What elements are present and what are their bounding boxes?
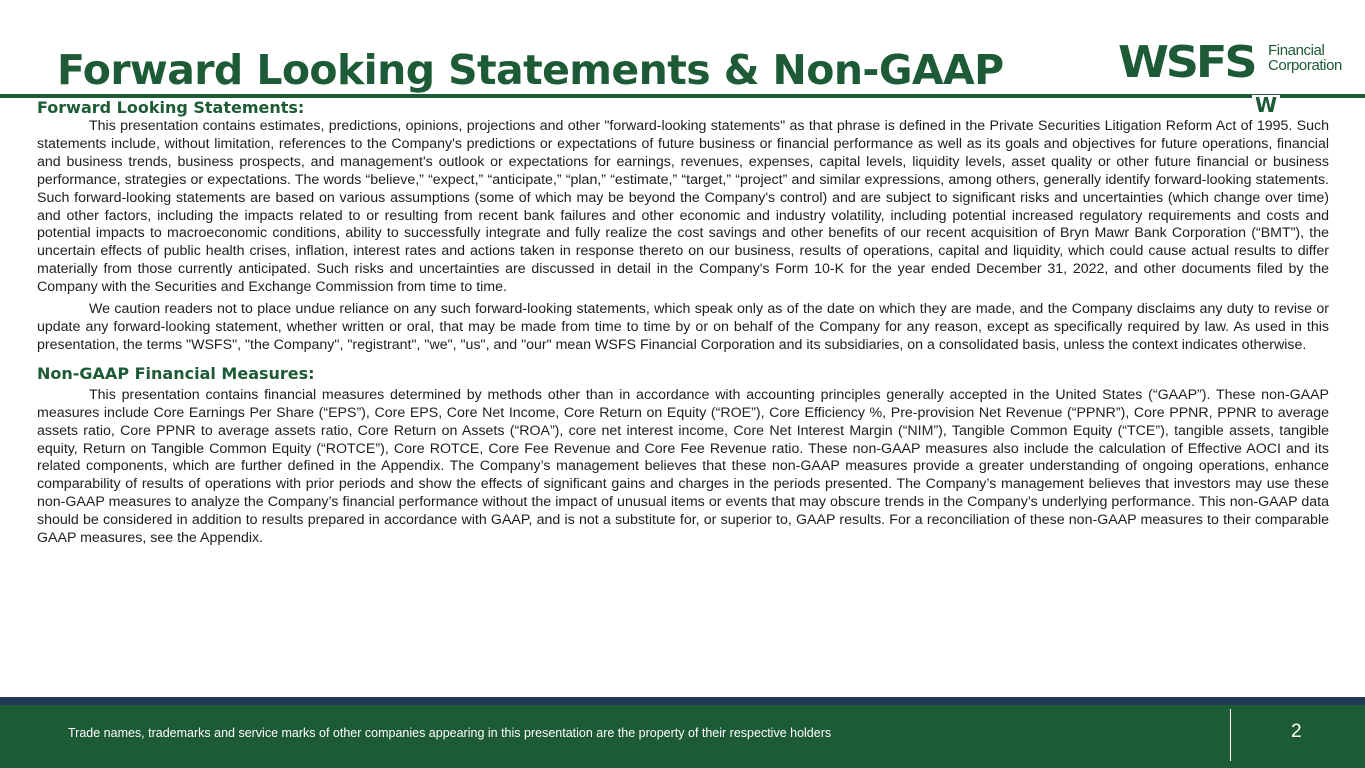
logo-subtitle	[1268, 43, 1342, 73]
footer-accent-strip	[0, 697, 1365, 705]
forward-looking-heading: Forward Looking Statements:	[37, 98, 305, 117]
logo-line-corporation: Corporation	[1268, 57, 1342, 74]
forward-looking-paragraph-2: We caution readers not to place undue reliance on any such forward-looking statements, which speak only as of the date on which they are made, and the Company disclaims any duty to revise or update any forward-looking statement, whether written or oral, that may be made from time to time by or on behalf of the Company for any reason, except as specifically required by law. As used in this presentation, the terms "WSFS", "the Company", "registrant", "we", "us", and "our" mean WSFS Financial Corporation and its subsidiaries, on a consolidated basis, unless the context indicates otherwise.	[37, 301, 1329, 353]
forward-looking-paragraph-1: This presentation contains estimates, predictions, opinions, projections and other "forward-looking statements" as that phrase is defined in the Private Securities Litigation Reform Act of 1995. Such statements include, without limitation, references to the Company's predictions or expectations of future business or financial performance as well as its goals and objectives for future operations, financial and business trends, business prospects, and management's outlook or expectations for earnings, revenues, expenses, capital levels, liquidity levels, asset quality or other future financial or business performance, strategies or expectations. The words “believe,” “expect,” “anticipate,” “plan,” “estimate,” “target,” “project” and similar expressions, among others, generally identify forward-looking statements. Such forward-looking statements are based on various assumptions (some of which may be beyond the Company's control) and are subject to significant risks and uncertainties (which change over time) and other factors, including the impacts related to or resulting from recent bank failures and other economic and industry volatility, including potential increased regulatory requirements and costs and potential impacts to macroeconomic conditions, ability to successfully integrate and fully realize the cost savings and other benefits of our recent acquisition of Bryn Mawr Bank Corporation (“BMT”), the uncertain effects of public health crises, inflation, interest rates and actions taken in response thereto on our business, results of operations, capital and liquidity, which could cause actual results to differ materially from those currently anticipated. Such risks and uncertainties are discussed in detail in the Company's Form 10-K for the year ended December 31, 2022, and other documents filed by the Company with the Securities and Exchange Commission from time to time.	[37, 118, 1329, 296]
logo-wordmark: WSFS	[1118, 37, 1255, 88]
non-gaap-paragraph: This presentation contains financial measures determined by methods other than in accordance with accounting principles generally accepted in the United States (“GAAP”). These non-GAAP measures include Core Earnings Per Share (“EPS”), Core EPS, Core Net Income, Core Return on Equity (“ROE”), Core Efficiency %, Pre-provision Net Revenue (“PPNR”), Core PPNR, PPNR to average assets ratio, Core PPNR to average assets ratio, Core Return on Assets (“ROA”), core net interest income, Core Net Interest Margin (“NIM”), Tangible Common Equity (“TCE”), tangible assets, tangible equity, Return on Tangible Common Equity (“ROTCE”), Core ROTCE, Core Fee Revenue and Core Fee Revenue ratio. These non-GAAP measures also include the calculation of Effective AOCI and its related components, which are further defined in the Appendix. The Company’s management believes that these non-GAAP measures provide a greater understanding of ongoing operations, enhance comparability of results of operations with prior periods and show the effects of significant gains and charges in the periods presented. The Company’s management believes that investors may use these non-GAAP measures to analyze the Company’s financial performance without the impact of unusual items or events that may obscure trends in the Company’s underlying performance. This non-GAAP data should be considered in addition to results prepared in accordance with GAAP, and is not a substitute for, or superior to, GAAP results. For a reconciliation of these non-GAAP measures to their comparable GAAP measures, see the Appendix.	[37, 386, 1329, 547]
logo-line-financial: Financial	[1268, 42, 1325, 59]
trademark-disclaimer: Trade names, trademarks and service marks of other companies appearing in this presentation are the property of their respective holders	[68, 726, 832, 740]
slide-title: Forward Looking Statements & Non-GAAP	[57, 46, 1004, 94]
logo-w-emblem-icon: W	[1252, 95, 1280, 115]
page-number: 2	[1291, 721, 1302, 742]
non-gaap-heading: Non-GAAP Financial Measures:	[37, 363, 315, 383]
footer-divider	[1230, 709, 1231, 761]
slide-footer	[0, 705, 1365, 768]
slide-body	[37, 98, 1329, 548]
